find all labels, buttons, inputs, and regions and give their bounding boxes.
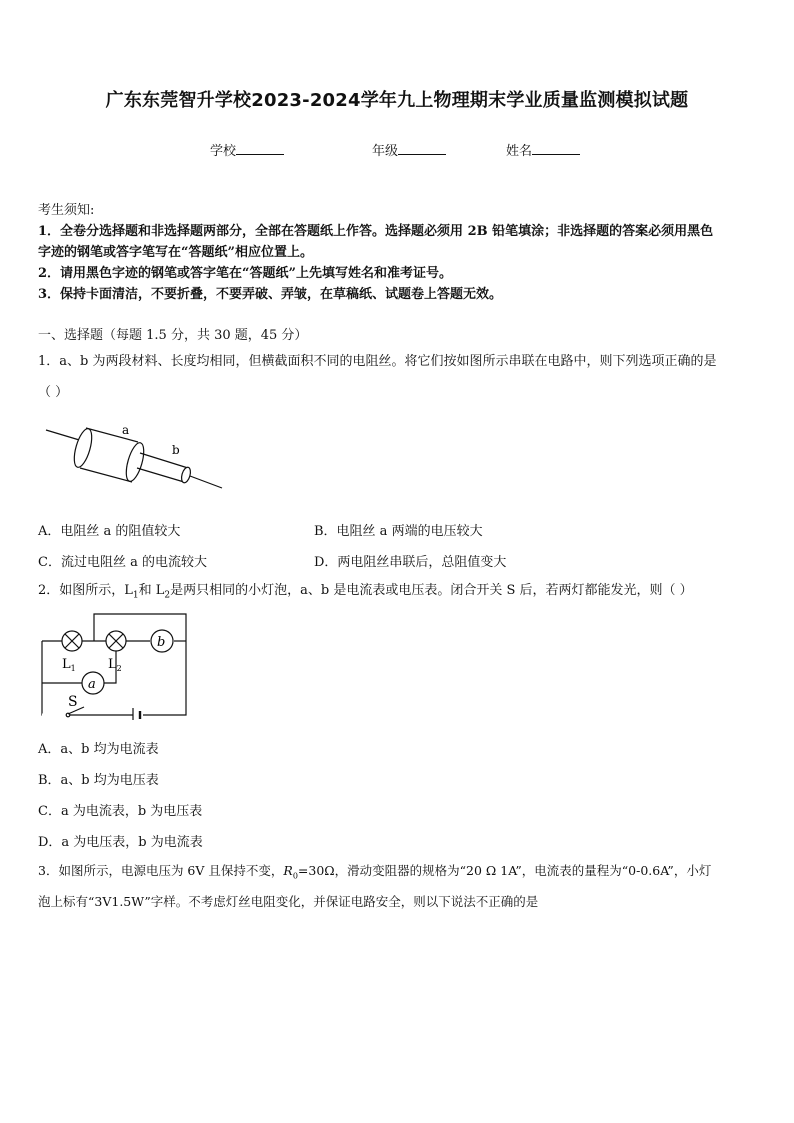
grade-blank[interactable] [398, 142, 446, 155]
page-title: 广东东莞智升学校2023-2024学年九上物理期末学业质量监测模拟试题 [105, 90, 689, 111]
q1-option-d[interactable]: D．两电阻丝串联后，总阻值变大 [314, 555, 507, 570]
grade-label: 年级 [372, 144, 399, 159]
school-field [210, 140, 284, 159]
notice-item-1: 1．全卷分选择题和非选择题两部分，全部在答题纸上作答。选择题必须用 2B 铅笔填涂；非选择题的答案必须用黑色 [38, 224, 714, 239]
label-s: S [68, 694, 78, 710]
q2-option-a[interactable]: A．a、b 均为电流表 [38, 742, 159, 757]
grade-field [372, 140, 446, 159]
label-a: a [122, 423, 130, 437]
q1-option-c[interactable]: C．流过电阻丝 a 的电流较大 [38, 555, 207, 570]
notice-item-3: 3．保持卡面清洁，不要折叠，不要弄破、弄皱，在草稿纸、试题卷上答题无效。 [38, 287, 503, 302]
wire-b-end [180, 466, 192, 484]
q2-stem: 2．如图所示，$L_1$和 $L_2$是两只相同的小灯泡，a、b 是电流表或电压表。闭合开关 S 后，若两灯都能发光，则（ ） [38, 583, 693, 601]
notice-item-1-cont: 字迹的钢笔或答字笔写在“答题纸”相应位置上。 [38, 245, 313, 260]
label-l1: $L_1$ [62, 657, 76, 673]
notice-item-2: 2．请用黑色字迹的钢笔或答字笔在“答题纸”上先填写姓名和准考证号。 [38, 266, 453, 281]
school-label: 学校 [210, 144, 237, 159]
school-blank[interactable] [236, 142, 284, 155]
q1-option-a[interactable]: A．电阻丝 a 的阻值较大 [38, 524, 181, 539]
q1-stem-bracket: （ ） [38, 385, 69, 400]
lamp-l2 [106, 631, 126, 651]
q1-resistance-wire-figure [40, 410, 230, 500]
svg-text:a: a [88, 677, 96, 692]
q2-circuit-figure [38, 610, 190, 720]
notice-heading: 考生须知: [38, 203, 95, 218]
name-blank[interactable] [532, 142, 580, 155]
label-b: b [172, 443, 180, 457]
q2-option-c[interactable]: C．a 为电流表，b 为电压表 [38, 804, 203, 819]
q2-option-b[interactable]: B．a、b 均为电压表 [38, 773, 159, 788]
label-l2: $L_2$ [108, 657, 122, 673]
name-label: 姓名 [506, 144, 533, 159]
q1-option-b[interactable]: B．电阻丝 a 两端的电压较大 [314, 524, 483, 539]
svg-text:b: b [157, 635, 166, 650]
q1-stem: 1．a、b 为两段材料、长度均相同，但横截面积不同的电阻丝。将它们按如图所示串联在电路中，则下列选项正确的是 [38, 354, 717, 369]
q3-stem-line1: 3．如图所示，电源电压为 6V 且保持不变，$R_0=30\Omega$，滑动变阻器的规格为“20 Ω 1A”，电流表的量程为“0-0.6A”，小灯 [38, 863, 712, 881]
lamp-l1 [62, 631, 82, 651]
section-heading: 一、选择题（每题 1.5 分，共 30 题，45 分） [38, 328, 308, 343]
q3-stem-line2: 泡上标有“3V1.5W”字样。不考虑灯丝电阻变化，并保证电路安全，则以下说法不正确的是 [38, 894, 539, 909]
name-field [506, 140, 580, 159]
wire-right-lead [190, 476, 222, 488]
q2-option-d[interactable]: D．a 为电压表，b 为电流表 [38, 835, 203, 850]
